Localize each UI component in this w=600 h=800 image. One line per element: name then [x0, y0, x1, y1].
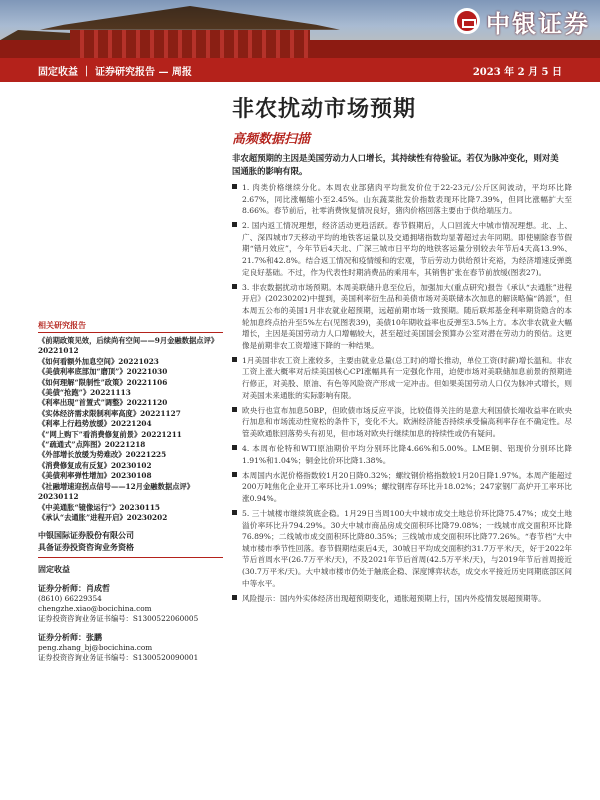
bullet-square-icon — [232, 222, 237, 227]
bullet-item — [232, 593, 572, 605]
related-report-item: 《美债“抢跑”》20221113 — [38, 388, 131, 398]
bullet-square-icon — [232, 510, 237, 515]
header-banner — [0, 0, 600, 58]
related-report-item: 《中美通胀“镜像运行”》20230115 — [38, 502, 160, 512]
bullet-item — [232, 282, 572, 352]
sidebar — [38, 320, 223, 663]
bullet-square-icon — [232, 595, 237, 600]
bullet-item — [232, 182, 572, 217]
analyst-license: 证券投资咨询业务证书编号：S1300522060005 — [38, 614, 199, 624]
bullet-item — [232, 470, 572, 505]
related-report-item: 《利率上行趋势放缓》20221204 — [38, 419, 152, 429]
bullet-item — [232, 355, 572, 401]
bullet-text: 3. 非农数据扰动市场预期。本周美联储升息至位后，加强加大(重点研究)报告《承认“去通胀”进程开启》(20230202)中提到，美国利率衍生品和美债市场对美联储本次加息的解读略偏“鸽派”，但本周五公布的美国1月非农就业超预期，远超前期市场一致预期。随后联邦基金利率期货隐含的本轮加息终点抬升至5%左右(见图表39)，美债10年期收益率也反弹至3.5%上方。本次非农就业大幅增长，主因是美国劳动力人口增幅较大，甚至超过美国国会预算办公室对潜在劳动力的预估。这更像是前期非农工资增速下降的一种结果。 — [242, 282, 572, 350]
bullet-item — [232, 508, 572, 589]
divider — [38, 557, 223, 558]
related-report-item: 《承认“去通胀”进程开启》20230202 — [38, 512, 168, 522]
boc-logo-icon — [454, 8, 480, 34]
related-report-item: 《如何理解“限制性”政策》20221106 — [38, 377, 168, 387]
report-title: 非农扰动市场预期 — [232, 96, 417, 122]
bullet-item — [232, 405, 572, 440]
related-report-item: 《美债利率底部加“磨顶”》20221030 — [38, 367, 168, 377]
company-logo — [454, 6, 590, 36]
bullet-square-icon — [232, 472, 237, 477]
related-report-item: 《“网上购下”看消费修复前景》20221211 — [38, 429, 182, 439]
related-report-item: 《利率出现“首置式”调整》20221120 — [38, 398, 168, 408]
analyst-phone: (8610) 66229354 — [38, 594, 102, 604]
bullet-square-icon — [232, 184, 237, 189]
related-reports-heading: 相关研究报告 — [38, 320, 223, 333]
bullet-item — [232, 443, 572, 466]
company-name: 中银国际证券股份有限公司 具备证券投资咨询业务资格 — [38, 530, 134, 553]
report-date: 2023 年 2 月 5 日 — [472, 66, 562, 78]
bullet-text: 5. 三十城楼市继续筑底企稳。1月29日当周100大中城市成交土地总价环比降75.47%；成交土地溢价率环比升794.29%。30大中城市商品房成交面积环比降79.08%；一线城市成交面积环比降76.89%；二线城市成交面积环比降80.35%；三线城市成交面积环比降77.26%。“春节档”大中城市楼市季节性回落。春节假期结束后4天，30城日平均成交面积约31.7万平米/天，好于2022年节后首周水平(26.7万平米/天)，不及2021年节后首周(42.5万平米/天)，与2019年节后首周接近(30.7万平米/天)。大中城市楼市仍处于触底企稳、深度博弈状态，成交水平接近历史同期底部区间中等水平。 — [242, 508, 572, 588]
report-subtitle: 高频数据扫描 — [232, 132, 311, 147]
related-report-item: 《如何看额外加息空间》20221023 — [38, 356, 159, 366]
related-report-item: 《“疏通式”点阵图》20221218 — [38, 440, 146, 450]
bullet-text: 欧央行也宣布加息50BP，但欧债市场反应平淡，比较值得关注的是意大利国债长端收益率在欧央行加息和市场流动性宽松的条件下，变化不大。欧洲经济能否持续承受偏高利率存在不确定性。尽管美欧通胀回落势头有初见，但市场对欧央行继续加息的持续性或仍有疑问。 — [242, 405, 572, 438]
report-summary: 非农超预期的主因是美国劳动力人口增长，其持续性有待验证。若仅为脉冲变化，则对美国通胀的影响有限。 — [232, 153, 559, 176]
analyst-name: 证券分析师：肖成哲 — [38, 583, 110, 594]
bullet-square-icon — [232, 357, 237, 362]
bullet-text: 本周国内水泥价格指数较1月20日降0.32%；螺纹钢价格指数较1月20日降1.97%。本周产能超过200万吨焦化企业开工率环比升1.09%；螺纹钢库存环比升18.02%；247家钢厂高炉开工率环比涨0.94%。 — [242, 470, 572, 503]
related-report-item: 《社融增速迎拐点信号——12月金融数据点评》20230112 — [38, 481, 195, 502]
bullet-text: 1. 肉类价格继续分化。本周农业部猪肉平均批发价位于22-23元/公斤区间波动，平均环比降2.67%，同比涨幅缩小至2.45%。山东蔬菜批发价指数表现环比降7.39%，但同比涨幅扩大至8.66%。春节前后，社零消费恢复情况良好，猪肉价格回落主要由于供给端压力。 — [242, 183, 572, 216]
logo-text: 中银证券 — [486, 9, 590, 38]
bullet-text: 4. 本周布伦特和WTI原油期价平均分别环比降4.66%和5.00%。LME铜、铝现价分别环比降1.91%和1.04%；铜金比价环比降1.38%。 — [242, 443, 572, 465]
bullet-square-icon — [232, 284, 237, 289]
bullet-list — [232, 182, 572, 608]
bullet-text: 1月美国非农工资上涨较多，主要由就业总量(总工时)的增长推动，单位工资(时薪)增长温和。非农工资上涨大概率对后续美国核心CPI涨幅具有一定强化作用，迫使市场对美联储加息前景的预期进行修正，对美股、原油、有色等风险资产形成一定冲击。但如果美国劳动人口仅为脉冲式增长，则对美国未来通胀的实际影响有限。 — [242, 355, 572, 400]
related-report-item: 《外部增长放缓为势难改》20221225 — [38, 450, 167, 460]
bullet-square-icon — [232, 407, 237, 412]
related-report-item: 《美债利率弹性增加》20230108 — [38, 471, 152, 481]
related-report-item: 《消费修复成有反复》20230102 — [38, 460, 152, 470]
bullet-square-icon — [232, 445, 237, 450]
analyst-email: peng.zhang_bj@bocichina.com — [38, 643, 153, 653]
category-heading: 固定收益 — [38, 564, 70, 575]
report-category-bar — [0, 58, 600, 82]
related-report-item: 《前期政策见效，后续尚有空间——9月金融数据点评》20221012 — [38, 336, 219, 356]
report-category-label: 固定收益 ｜ 证券研究报告 — 周报 — [38, 66, 192, 78]
related-report-item: 《实体经济需求限制利率高度》20221127 — [38, 408, 181, 418]
bullet-text: 风险提示：国内外实体经济出现超预期变化，通胀超预期上行，国内外疫情发展超预期等。 — [242, 593, 546, 603]
analyst-name: 证券分析师：张鹏 — [38, 632, 102, 643]
analyst-license: 证券投资咨询业务证书编号：S1300520090001 — [38, 653, 199, 663]
bullet-item — [232, 220, 572, 278]
bullet-text: 2. 国内返工情况理想，经济活动更趋活跃。春节假期后，人口回流大中城市情况理想。北、上、广、深四城市7天移动平均的地铁客运量以及交通拥堵指数均显著超过去年同期。即使剔除春节假期“错月效应”，今年节后4天北、广深三城市日平均的地铁客运量分别较去年节后4天高13.9%、21.7%和42.8%。结合返工情况和疫情缓和的宏观，节后劳动力供给预计充裕，为经济增速反弹奠定良好基础。不过，作为代表性时期消费品的乘用车，其销售扩张在春节前放缓(图表27)。 — [242, 221, 572, 277]
analyst-email: chengzhe.xiao@bocichina.com — [38, 604, 152, 614]
palace-hall-image — [70, 30, 310, 58]
